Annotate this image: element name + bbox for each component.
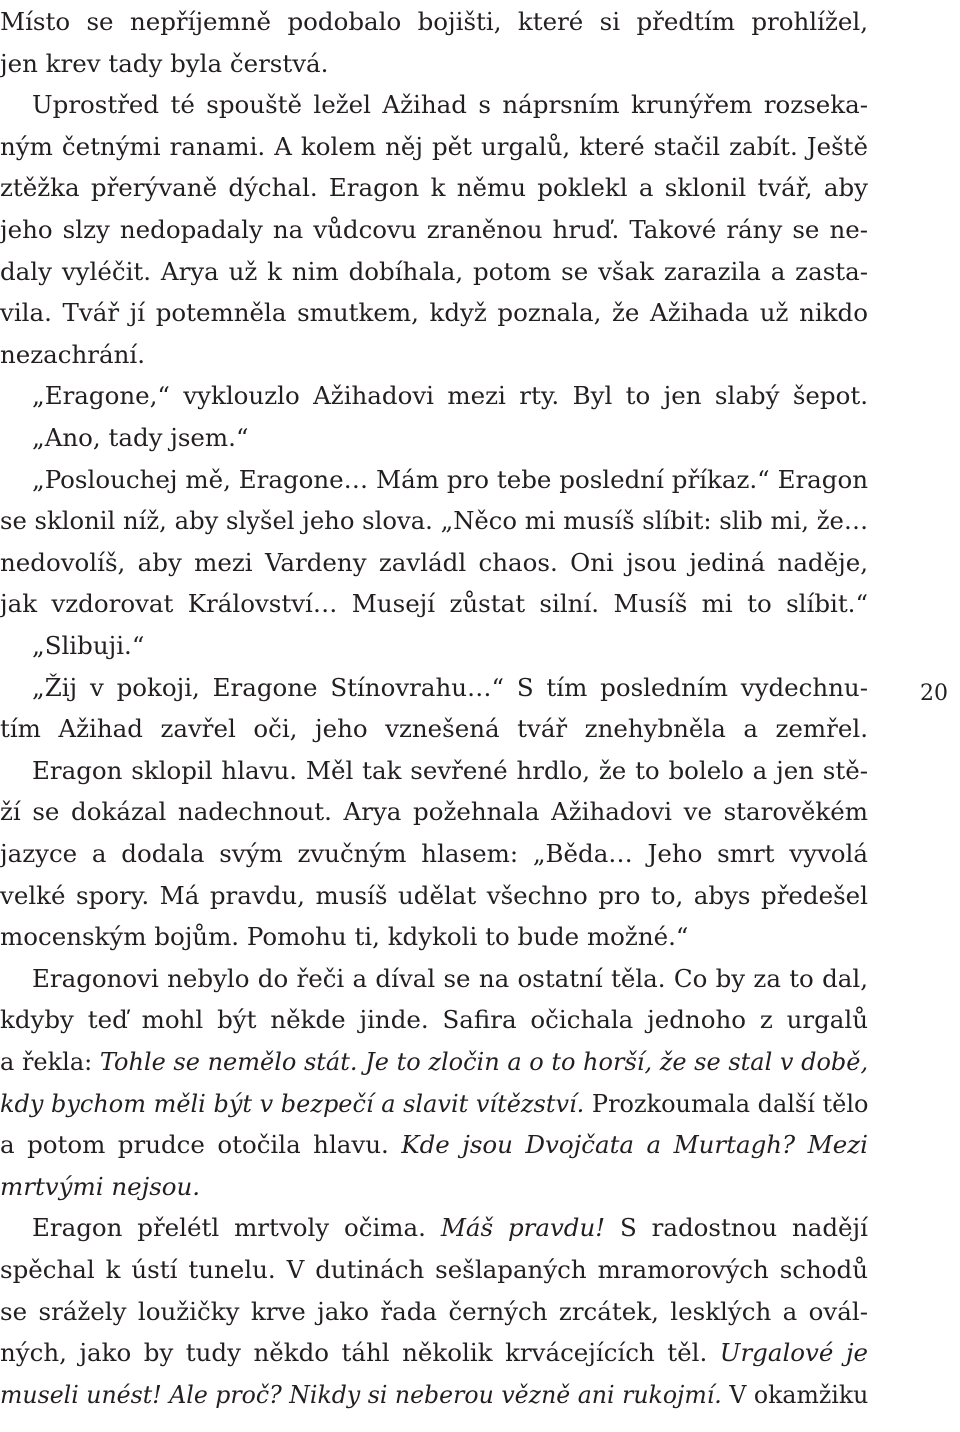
text-line: ží se dokázal nadechnout. Arya požehnala Ažihadovi ve starověkém	[0, 797, 868, 827]
text-line: a potom prudce otočila hlavu. Kde jsou Dvojčata a Murtagh? Mezi	[0, 1130, 868, 1160]
text-line: Eragon sklopil hlavu. Měl tak sevřené hrdlo, že to bolelo a jen stě-	[32, 755, 868, 785]
text-line: daly vyléčit. Arya už k nim dobíhala, potom se však zarazila a zasta-	[0, 256, 868, 286]
text-line: mrtvými nejsou.	[0, 1171, 201, 1201]
text-line: „Poslouchej mě, Eragone… Mám pro tebe poslední příkaz.“ Eragon	[32, 464, 868, 494]
text-line: se sklonil níž, aby slyšel jeho slova. „Něco mi musíš slíbit: slib mi, že…	[0, 506, 869, 536]
page-number: 20	[920, 681, 948, 706]
text-line: spěchal k ústí tunelu. V dutinách sešlapaných mramorových schodů	[0, 1255, 868, 1284]
text-line: ných, jako by tudy někdo táhl několik krvácejících těl. Urgalové je	[0, 1338, 868, 1368]
text-line: „Slibuji.“	[32, 631, 145, 660]
text-line: nezachrání.	[0, 339, 146, 369]
text-line: jeho slzy nedopadaly na vůdcovu zraněnou hruď. Takové rány se ne-	[0, 215, 868, 244]
text-line: „Eragone,“ vyklouzlo Ažihadovi mezi rty. Byl to jen slabý šepot.	[32, 381, 868, 411]
text-line: vila. Tvář jí potemněla smutkem, když poznala, že Ažihada už nikdo	[0, 298, 868, 328]
text-line: museli unést! Ale proč? Nikdy si neberou vězně ani rukojmí. V okamžiku	[0, 1379, 869, 1409]
text-line: se srážely loužičky krve jako řada černých zrcátek, lesklých a ovál-	[0, 1296, 868, 1326]
text-line: jak vzdorovat Království… Musejí zůstat silní. Musíš mi to slíbit.“	[0, 589, 868, 619]
text-line: velké spory. Má pravdu, musíš udělat všechno pro to, abys předešel	[0, 880, 868, 910]
text-line: Eragonovi nebylo do řeči a díval se na ostatní těla. Co by za to dal,	[32, 963, 868, 993]
text-line: tím Ažihad zavřel oči, jeho vznešená tvář znehybněla a zemřel.	[0, 714, 868, 744]
text-line: Eragon přelétl mrtvoly očima. Máš pravdu! S radostnou nadějí	[32, 1213, 868, 1243]
text-line: kdy bychom měli být v bezpečí a slavit vítězství. Prozkoumala další tělo	[0, 1088, 869, 1118]
text-line: Uprostřed té spouště ležel Ažihad s náprsním krunýřem rozseka-	[32, 90, 868, 120]
text-line: jen krev tady byla čerstvá.	[0, 48, 329, 78]
text-line: kdyby teď mohl být někde jinde. Safira očichala jednoho z urgalů	[0, 1005, 868, 1035]
text-line: jazyce a dodala svým zvučným hlasem: „Běda… Jeho smrt vyvolá	[0, 839, 868, 868]
text-line: Místo se nepříjemně podobalo bojišti, které si předtím prohlížel,	[0, 7, 868, 36]
text-line: ztěžka přerývaně dýchal. Eragon k němu poklekl a sklonil tvář, aby	[0, 173, 868, 203]
text-line: „Žij v pokoji, Eragone Stínovrahu…“ S tím posledním vydechnu-	[32, 672, 868, 702]
text-line: „Ano, tady jsem.“	[32, 423, 249, 452]
text-line: ným četnými ranami. A kolem něj pět urgalů, které stačil zabít. Ještě	[0, 131, 868, 161]
text-line: mocenským bojům. Pomohu ti, kdykoli to bude možné.“	[0, 922, 689, 952]
text-line: nedovolíš, aby mezi Vardeny zavládl chaos. Oni jsou jediná naděje,	[0, 547, 868, 577]
text-line: a řekla: Tohle se nemělo stát. Je to zločin a o to horší, že se stal v době,	[0, 1047, 869, 1076]
